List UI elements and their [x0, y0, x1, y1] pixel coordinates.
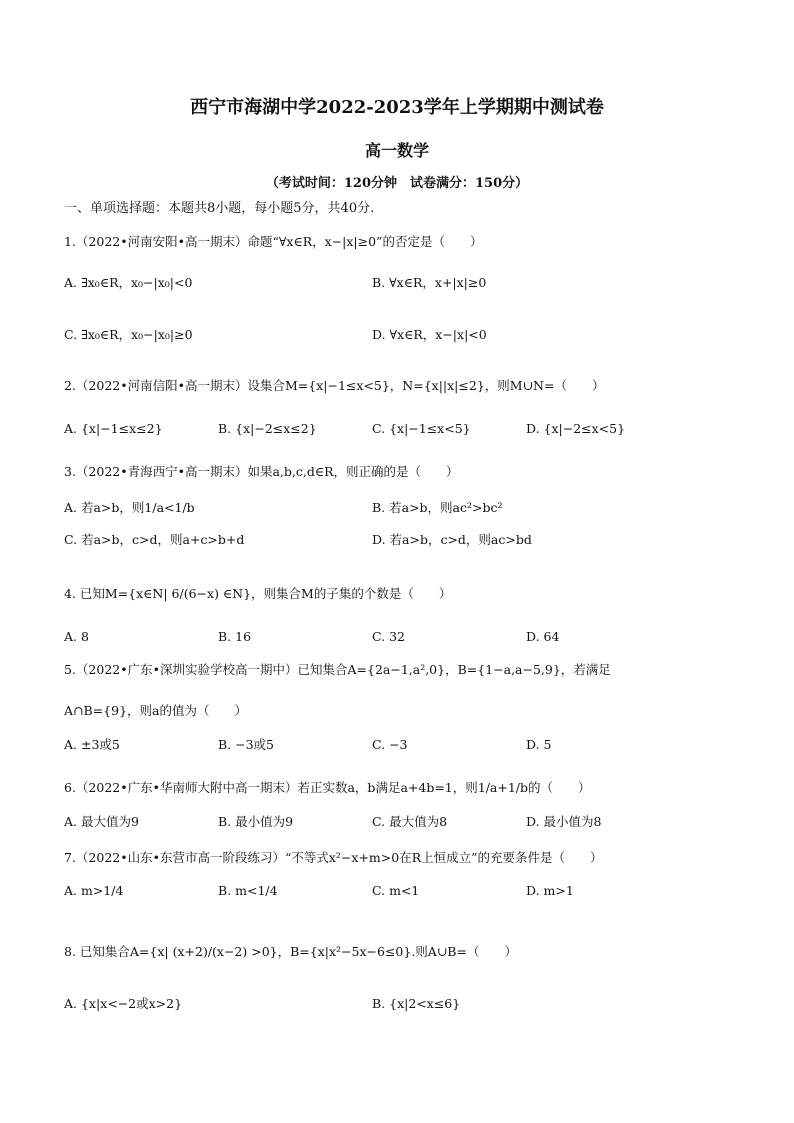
question-5: 5.（2022•广东•深圳实验学校高一期中）已知集合A={2a−1,a²,0}，B={1−a,a−5,9}，若满足: [64, 662, 611, 677]
section-heading: 一、单项选择题：本题共8小题，每小题5分，共40分.: [64, 201, 375, 216]
q7-option-a: A. m>1/4: [64, 883, 124, 898]
q8-option-b: B. {x|2<x≤6}: [372, 996, 461, 1011]
q5-option-b: B. −3或5: [218, 737, 275, 752]
question-5-continued: A∩B={9}，则a的值为（ ）: [64, 703, 247, 718]
q4-option-b: B. 16: [218, 629, 252, 644]
q2-option-a: A. {x|−1≤x≤2}: [64, 421, 163, 436]
exam-title: 西宁市海湖中学2022-2023学年上学期期中测试卷: [190, 97, 604, 118]
q1-option-d: D. ∀x∈R，x−|x|<0: [372, 327, 487, 342]
question-7: 7.（2022•山东•东营市高一阶段练习）“不等式x²−x+m>0在R上恒成立”的充要条件是（ ）: [64, 850, 603, 865]
q6-option-b: B. 最小值为9: [218, 814, 294, 829]
q1-option-c: C. ∃x₀∈R，x₀−|x₀|≥0: [64, 327, 193, 342]
q7-option-c: C. m<1: [372, 883, 420, 898]
q3-option-d: D. 若a>b，c>d，则ac>bd: [372, 532, 532, 547]
question-3: 3.（2022•青海西宁•高一期末）如果a,b,c,d∈R，则正确的是（ ）: [64, 464, 459, 479]
q6-option-a: A. 最大值为9: [64, 814, 139, 829]
q1-option-b: B. ∀x∈R，x+|x|≥0: [372, 275, 487, 290]
question-1: 1.（2022•河南安阳•高一期末）命题“∀x∈R，x−|x|≥0”的否定是（ ）: [64, 234, 483, 249]
q3-option-a: A. 若a>b，则1/a<1/b: [64, 500, 195, 515]
q4-option-a: A. 8: [64, 629, 89, 644]
question-6: 6.（2022•广东•华南师大附中高一期末）若正实数a，b满足a+4b=1，则1/a+1/b的（ ）: [64, 780, 591, 795]
question-4: 4. 已知M={x∈N| 6/(6−x) ∈N}，则集合M的子集的个数是（ ）: [64, 586, 452, 601]
q8-option-a: A. {x|x<−2或x>2}: [64, 996, 183, 1011]
q2-option-b: B. {x|−2≤x≤2}: [218, 421, 317, 436]
q5-option-d: D. 5: [526, 737, 552, 752]
q5-option-a: A. ±3或5: [64, 737, 120, 752]
q2-option-c: C. {x|−1≤x<5}: [372, 421, 471, 436]
q5-option-c: C. −3: [372, 737, 408, 752]
question-2: 2.（2022•河南信阳•高一期末）设集合M={x|−1≤x<5}，N={x||x|≤2}，则M∪N=（ ）: [64, 378, 605, 393]
q7-option-b: B. m<1/4: [218, 883, 278, 898]
q6-option-c: C. 最大值为8: [372, 814, 448, 829]
q7-option-d: D. m>1: [526, 883, 574, 898]
subject-title: 高一数学: [364, 141, 429, 160]
q2-option-d: D. {x|−2≤x<5}: [526, 421, 626, 436]
q6-option-d: D. 最小值为8: [526, 814, 602, 829]
exam-info: （考试时间：120分钟 试卷满分：150分）: [265, 176, 529, 191]
q3-option-c: C. 若a>b，c>d，则a+c>b+d: [64, 532, 245, 547]
q4-option-d: D. 64: [526, 629, 560, 644]
q4-option-c: C. 32: [372, 629, 405, 644]
q1-option-a: A. ∃x₀∈R，x₀−|x₀|<0: [64, 275, 193, 290]
question-8: 8. 已知集合A={x| (x+2)/(x−2) >0}，B={x|x²−5x−6≤0}.则A∪B=（ ）: [64, 944, 517, 959]
q3-option-b: B. 若a>b，则ac²>bc²: [372, 500, 503, 515]
